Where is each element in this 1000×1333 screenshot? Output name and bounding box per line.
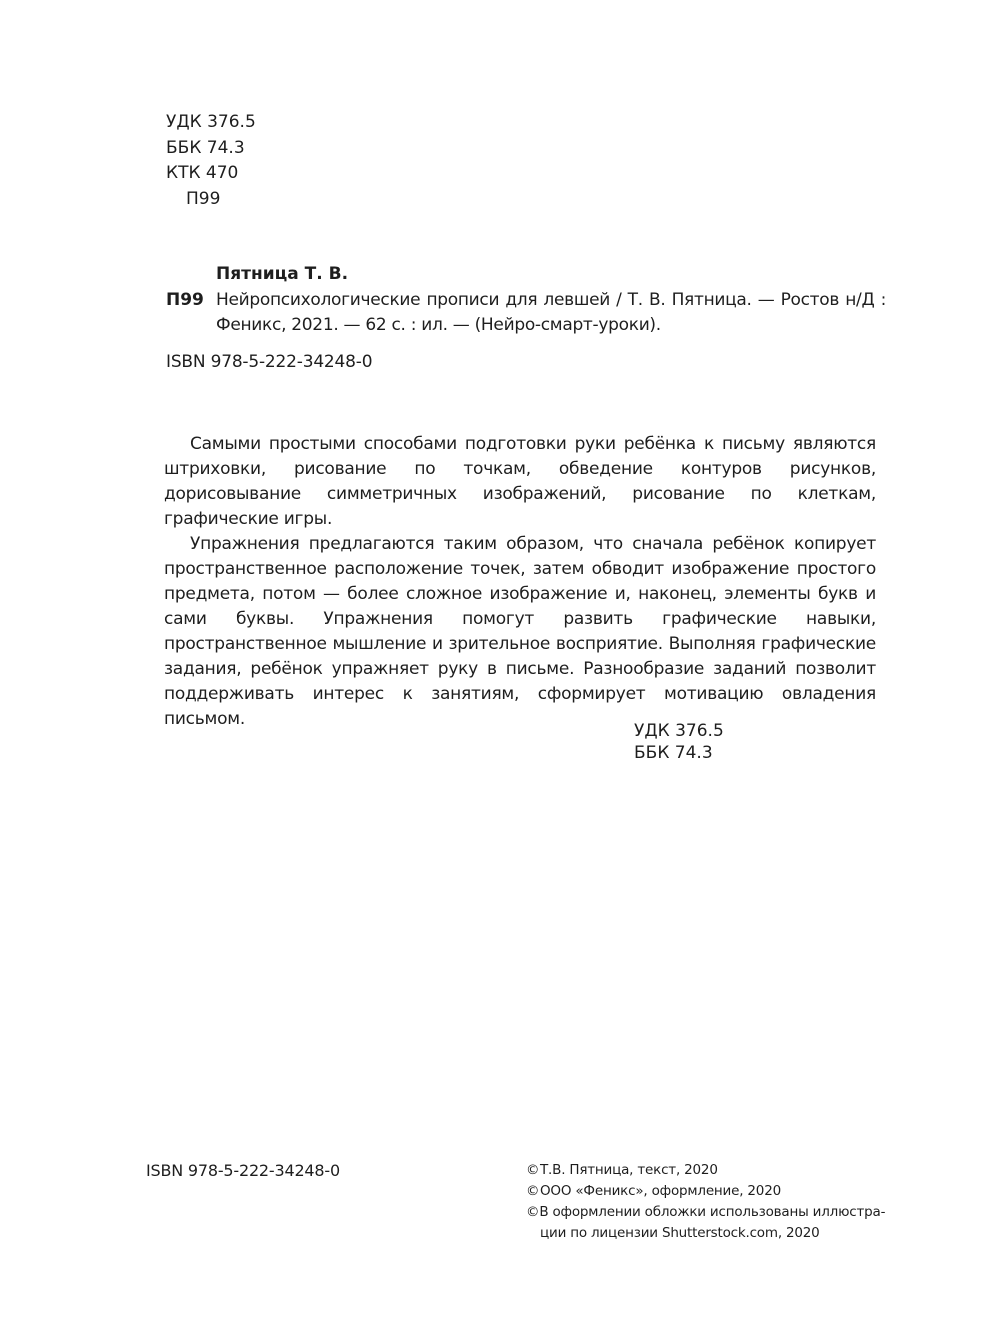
bbk-code-right: ББК 74.3 — [634, 743, 713, 763]
udk-code: УДК 376.5 — [166, 112, 256, 132]
abstract — [164, 432, 876, 732]
bbk-code: ББК 74.3 — [166, 137, 245, 158]
copyright-cover-1: В оформлении обложки использованы иллюстра- — [539, 1204, 886, 1220]
record-description-line2: Феникс, 2021. — 62 с. : ил. — (Нейро-смарт-уроки). — [216, 315, 661, 335]
copyright-text-line — [526, 1160, 878, 1181]
copyright-design: ООО «Феникс», оформление, 2020 — [540, 1183, 781, 1199]
copyright-icon: © — [526, 1183, 540, 1199]
classification-codes-right — [634, 720, 724, 764]
copyright-cover-line — [526, 1202, 886, 1223]
author-name: Пятница Т. В. — [216, 264, 349, 284]
abstract-paragraph-2: Упражнения предлагаются таким образом, что сначала ребёнок копирует пространственное расположение точек, затем обводит изображение простого предмета, потом — более сложное изображение и, наконец, элементы букв и сами буквы. Упражнения помогут развить графические навыки, пространственное мышление и зрительное восприятие. Выполняя графические задания, ребёнок упражняет руку в письме. Разнообразие заданий позволит поддерживать интерес к занятиям, сформирует мотивацию овладения письмом. — [164, 534, 876, 729]
footer-isbn: ISBN 978-5-222-34248-0 — [146, 1161, 340, 1180]
copyright-block — [526, 1160, 886, 1244]
classification-codes — [166, 110, 256, 212]
udk-code-right: УДК 376.5 — [634, 721, 724, 741]
copyright-design-line — [526, 1181, 878, 1202]
record-code: П99 — [166, 290, 204, 310]
copyright-text: Т.В. Пятница, текст, 2020 — [540, 1162, 718, 1178]
record-description-line1: Нейропсихологические прописи для левшей / Т. В. Пятница. — Ростов н/Д : — [216, 290, 886, 310]
abstract-paragraph-1: Самыми простыми способами подготовки руки ребёнка к письму являются штриховки, рисование по точкам, обведение контуров рисунков, дорисовывание симметричных изображений, рисование по клеткам, графические игры. — [164, 434, 876, 529]
copyright-icon: © — [526, 1204, 540, 1220]
record-isbn: ISBN 978-5-222-34248-0 — [166, 352, 373, 372]
author-sign: П99 — [186, 188, 221, 209]
copyright-cover-2: ции по лицензии Shutterstock.com, 2020 — [540, 1225, 820, 1241]
ktk-code: КТК 470 — [166, 163, 239, 183]
copyright-icon: © — [526, 1162, 540, 1178]
